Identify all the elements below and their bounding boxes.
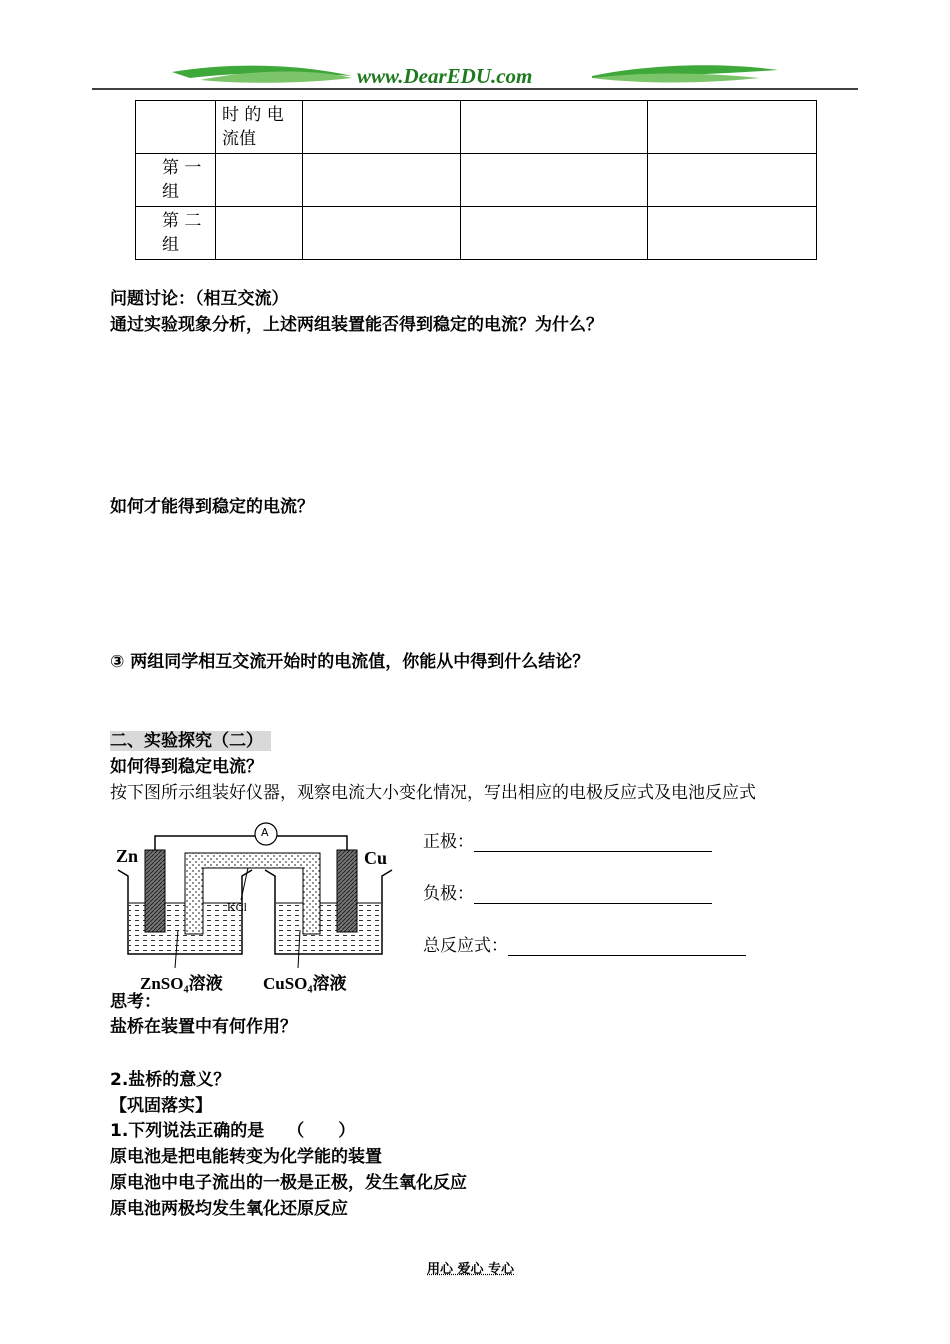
discussion-question-3: ③ 两组同学相互交流开始时的电流值，你能从中得到什么结论？ <box>110 652 590 672</box>
site-logo-text: www.DearEDU.com <box>357 64 533 88</box>
think-question-1: 盐桥在装置中有何作用？ <box>110 1017 297 1037</box>
table-cell <box>303 154 461 207</box>
table-cell: 第 二 组 <box>136 207 216 260</box>
discussion-question-1: 通过实验现象分析，上述两组装置能否得到稳定的电流？为什么？ <box>110 315 603 335</box>
header-banner <box>0 58 950 98</box>
total-reaction-label: 总反应式： <box>423 936 508 956</box>
table-cell <box>461 207 648 260</box>
total-reaction-row <box>423 936 746 956</box>
footer-motto: 用心 爱心 专心 <box>427 1262 515 1277</box>
table-row <box>136 101 817 154</box>
table-cell <box>461 154 648 207</box>
zinc-solution-label: ZnSO₄溶液 <box>140 974 223 993</box>
option-1: 原电池是把电能转变为化学能的装置 <box>110 1147 382 1167</box>
discussion-question-2: 如何才能得到稳定的电流？ <box>110 497 314 517</box>
zinc-electrode-label: Zn <box>116 846 139 866</box>
table-cell <box>648 207 817 260</box>
option-2: 原电池中电子流出的一极是正极，发生氧化反应 <box>110 1173 467 1193</box>
table-cell <box>303 207 461 260</box>
table-cell <box>216 154 303 207</box>
think-question-2: 2.盐桥的意义？ <box>110 1070 231 1090</box>
table-cell <box>648 154 817 207</box>
section-heading: 二、实验探究（二） <box>110 731 271 751</box>
table-cell: 时 的 电 流值 <box>216 101 303 154</box>
consolidate-heading: 【巩固落实】 <box>110 1096 212 1116</box>
copper-electrode-label: Cu <box>364 848 388 868</box>
think-label: 思考： <box>110 992 161 1012</box>
salt-bridge-diagram <box>110 818 400 998</box>
negative-electrode-blank[interactable] <box>474 885 712 904</box>
data-table <box>135 100 817 260</box>
option-3: 原电池两极均发生氧化还原反应 <box>110 1199 348 1219</box>
copper-solution-label: CuSO₄溶液 <box>263 974 347 993</box>
section-instruction: 按下图所示组装好仪器，观察电流大小变化情况，写出相应的电极反应式及电池反应式 <box>110 783 756 803</box>
consolidate-question-1: 1.下列说法正确的是 （ ） <box>110 1121 356 1141</box>
negative-electrode-label: 负极： <box>423 884 474 904</box>
table-row <box>136 207 817 260</box>
section-question: 如何得到稳定电流？ <box>110 757 263 777</box>
positive-electrode-blank[interactable] <box>474 833 712 852</box>
discussion-title: 问题讨论：（相互交流） <box>110 289 289 309</box>
table-cell <box>136 101 216 154</box>
positive-electrode-row <box>423 832 712 852</box>
table-cell <box>461 101 648 154</box>
table-row <box>136 154 817 207</box>
table-cell <box>648 101 817 154</box>
table-cell <box>303 101 461 154</box>
total-reaction-blank[interactable] <box>508 937 746 956</box>
negative-electrode-row <box>423 884 712 904</box>
positive-electrode-label: 正极： <box>423 832 474 852</box>
ammeter-label: A <box>261 826 269 839</box>
table-cell <box>216 207 303 260</box>
salt-bridge-label: KCl <box>227 900 248 914</box>
table-cell: 第 一 组 <box>136 154 216 207</box>
